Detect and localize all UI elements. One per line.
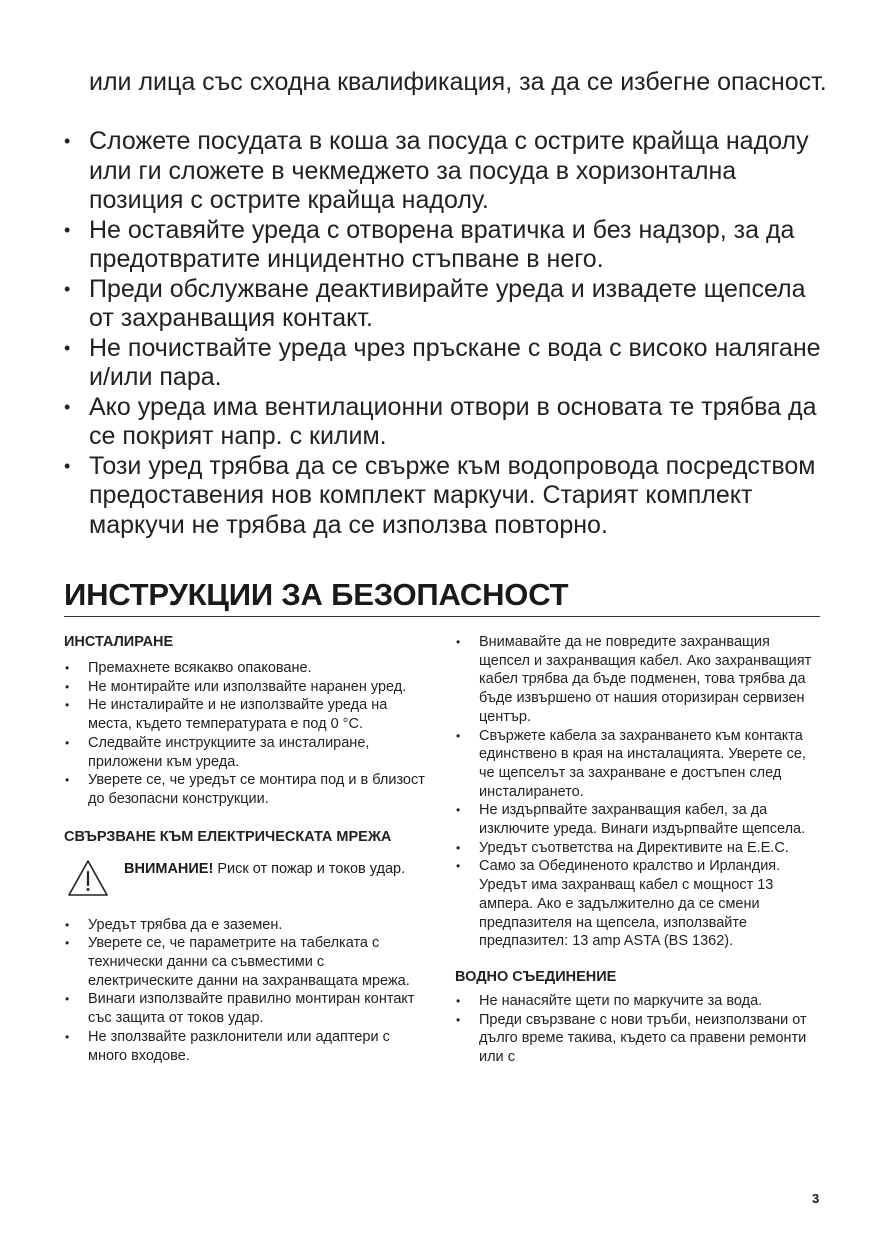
list-item: • Уверете се, че уредът се монтира под и в близост до безопасни конструкции. [64,771,432,808]
list-item: • Не инсталирайте и не използвайте уреда на места, където температурата е под 0 °C. [64,696,432,733]
list-item: • Не нанасяйте щети по маркучите за вода. [455,992,823,1011]
warning-message: Риск от пожар и токов удар. [217,860,406,877]
list-item: • Уредът трябва да е заземен. [64,916,432,935]
list-item: • Преди свързване с нови тръби, неизползвани от дълго време такива, където са правени ремонти или с [455,1011,823,1067]
list-item: • Не почиствайте уреда чрез пръскане с вода с високо налягане и/или пара. [62,334,832,393]
list-item: • Преди обслужване деактивирайте уреда и извадете щепсела от захранващия контакт. [62,275,832,334]
electrical-list-continued [455,633,823,951]
list-item: • Следвайте инструкциите за инсталиране, приложени към уреда. [64,734,432,771]
list-item: • Винаги използвайте правилно монтиран контакт със защита от токов удар. [64,990,432,1027]
intro-bullet-list [62,127,832,540]
list-item: • Сложете посудата в коша за посуда с острите крайща надолу или ги сложете в чекмеджето за посуда в хоризонтална позиция с острите крайща надолу. [62,127,832,216]
intro-continuation-text: или лица със сходна квалификация, за да се избегне опасност. [89,68,827,96]
electrical-list [64,916,432,1066]
list-item: • Не зползвайте разклонители или адаптери с много входове. [64,1028,432,1065]
right-column [455,633,823,1067]
page-number: 3 [812,1191,820,1206]
list-item: • Ако уреда има вентилационни отвори в основата те трябва да се покрият напр. с килим. [62,393,832,452]
list-item: • Само за Обединеното кралство и Ирландия. Уредът има захранващ кабел с мощност 13 ампера. Ако е задължително да се смени предпазителя на щепсела, използвайте предпазител: 13 amp ASTA (BS 1362). [455,857,823,951]
warning-text [124,858,405,879]
list-item: • Уредът съответства на Директивите на Е.Е.С. [455,839,823,858]
left-column [64,633,432,1065]
warning-label: ВНИМАНИЕ! [124,860,214,877]
list-item: • Уверете се, че параметрите на табелката с технически данни са съвместими с електрическите данни на захранващата мрежа. [64,934,432,990]
installation-heading: ИНСТАЛИРАНЕ [64,634,174,650]
list-item: • Този уред трябва да се свърже към водопровода посредством предоставения нов комплект маркучи. Старият комплект маркучи не трябва да се използва повторно. [62,452,832,541]
list-item: • Свържете кабела за захранването към контакта единствено в края на инсталацията. Уверете се, че щепселът за захранване е достъпен след инсталирането. [455,727,823,802]
section-title: ИНСТРУКЦИИ ЗА БЕЗОПАСНОСТ [64,577,820,617]
water-heading: ВОДНО СЪЕДИНЕНИЕ [455,968,617,985]
water-list [455,992,823,1067]
warning-triangle-icon [66,858,110,898]
installation-list [64,659,432,809]
electrical-heading: СВЪРЗВАНЕ КЪМ ЕЛЕКТРИЧЕСКАТА МРЕЖА [64,828,392,845]
list-item: • Не издърпвайте захранващия кабел, за да изключите уреда. Винаги издърпвайте щепсела. [455,801,823,838]
list-item: • Премахнете всякакво опаковане. [64,659,432,678]
list-item: • Не оставяйте уреда с отворена вратичка и без надзор, за да предотвратите инцидентно стъпване в него. [62,216,832,275]
list-item: • Внимавайте да не повредите захранващия щепсел и захранващия кабел. Ако захранващият кабел трябва да бъде подменен, това трябва да бъде извършено от нашия оторизиран сервизен център. [455,633,823,727]
warning-box [64,858,432,898]
list-item: • Не монтирайте или използвайте наранен уред. [64,678,432,697]
